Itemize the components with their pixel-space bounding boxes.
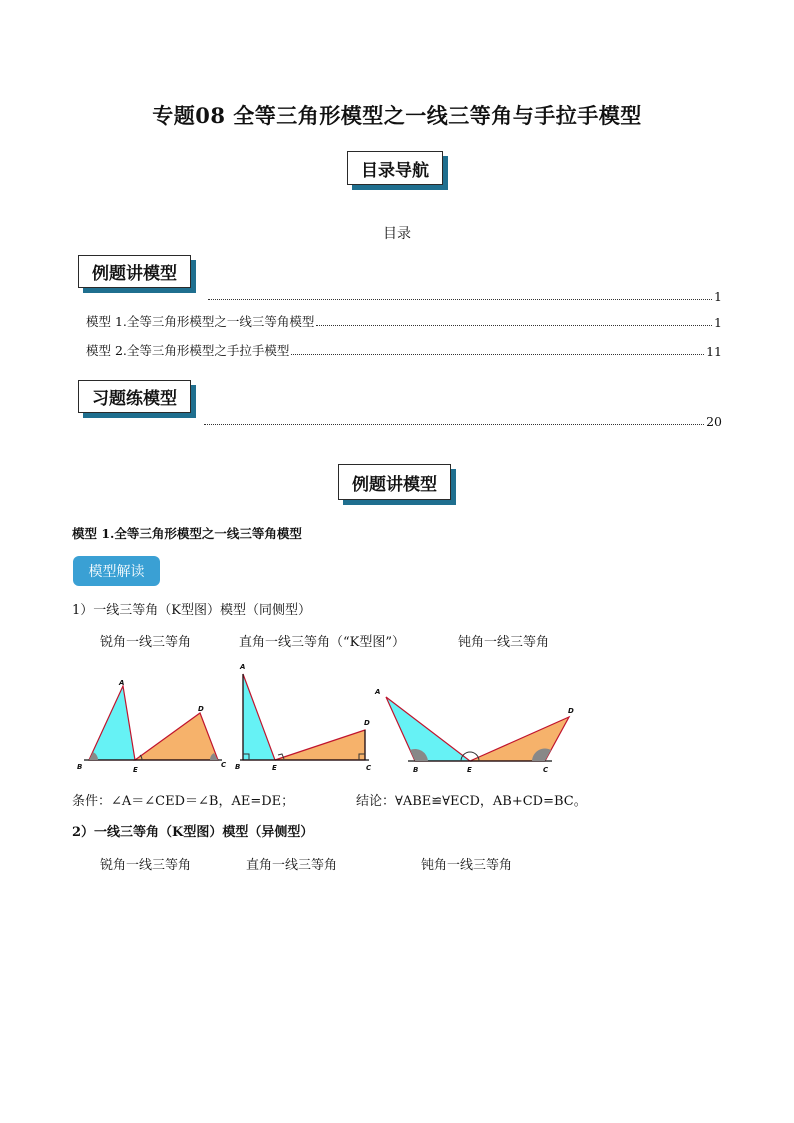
condition-text: 条件：∠A＝∠CED＝∠B，AE=DE；: [72, 794, 295, 809]
point-e-label: E: [467, 766, 472, 774]
case1-sub-obtuse: 钝角一线三等角: [458, 635, 550, 650]
toc-leader: [208, 298, 712, 300]
interpret-label: 模型解读: [88, 564, 145, 580]
toc-entry-model1[interactable]: [86, 312, 722, 330]
page-title: 专题08 全等三角形模型之一线三等角与手拉手模型: [152, 103, 642, 128]
toc-entry-practice[interactable]: [202, 414, 722, 429]
triangle-abe: [89, 686, 135, 760]
section-example-button[interactable]: [338, 464, 451, 500]
case2-sub-acute: 锐角一线三等角: [100, 858, 192, 873]
toc-entry-label: 模型 1.全等三角形模型之一线三等角模型: [86, 314, 315, 329]
point-a-label: A: [240, 663, 246, 671]
point-d-label: D: [364, 719, 370, 727]
point-e-label: E: [133, 766, 138, 774]
point-a-label: A: [375, 688, 381, 696]
triangle-abe: [386, 697, 470, 761]
toc-nav-label: 目录导航: [361, 160, 429, 181]
triangle-ecd: [275, 730, 365, 760]
toc-page: 11: [706, 344, 722, 359]
point-c-label: C: [366, 764, 372, 772]
model1-title: 模型 1.全等三角形模型之一线三等角模型: [72, 526, 302, 541]
triangle-ecd: [470, 717, 569, 761]
toc-practice-button[interactable]: [78, 380, 191, 413]
obtuse-k-figure: [372, 682, 584, 777]
point-a-label: A: [119, 679, 125, 687]
toc-entry-model2[interactable]: [86, 341, 722, 359]
toc-page: 1: [714, 315, 722, 330]
point-d-label: D: [568, 707, 574, 715]
toc-leader: [204, 423, 704, 425]
case2-sub-obtuse: 钝角一线三等角: [421, 858, 513, 873]
acute-k-figure: [72, 675, 232, 775]
point-c-label: C: [543, 766, 549, 774]
toc-example-label: 例题讲模型: [92, 264, 177, 284]
toc-leader: [316, 324, 712, 326]
section-example-label: 例题讲模型: [352, 474, 437, 495]
case1-sub-right: 直角一线三等角（“K型图”）: [239, 635, 406, 650]
point-c-label: C: [221, 761, 227, 769]
point-b-label: B: [77, 763, 83, 771]
toc-heading: 目录: [383, 226, 411, 242]
point-b-label: B: [235, 763, 241, 771]
toc-entry-example[interactable]: [206, 289, 722, 304]
point-b-label: B: [413, 766, 419, 774]
case1-title: 1）一线三等角（K型图）模型（同侧型）: [72, 603, 311, 618]
toc-page: 20: [706, 414, 722, 429]
toc-example-button[interactable]: [78, 255, 191, 288]
interpret-button[interactable]: [73, 556, 160, 586]
triangle-ecd: [135, 713, 218, 760]
toc-entry-label: 模型 2.全等三角形模型之手拉手模型: [86, 343, 290, 358]
triangle-abe: [243, 674, 275, 760]
conclusion-text: 结论：∀ABE≌∀ECD，AB+CD=BC。: [356, 794, 587, 809]
case2-sub-right: 直角一线三等角: [246, 858, 338, 873]
right-k-figure: [232, 660, 382, 775]
toc-page: 1: [714, 289, 722, 304]
point-e-label: E: [272, 764, 277, 772]
case2-title: 2）一线三等角（K型图）模型（异侧型）: [72, 825, 314, 840]
toc-nav-button[interactable]: [347, 151, 443, 185]
point-d-label: D: [198, 705, 204, 713]
toc-leader: [291, 353, 704, 355]
case1-sub-acute: 锐角一线三等角: [100, 635, 192, 650]
toc-practice-label: 习题练模型: [92, 389, 177, 409]
